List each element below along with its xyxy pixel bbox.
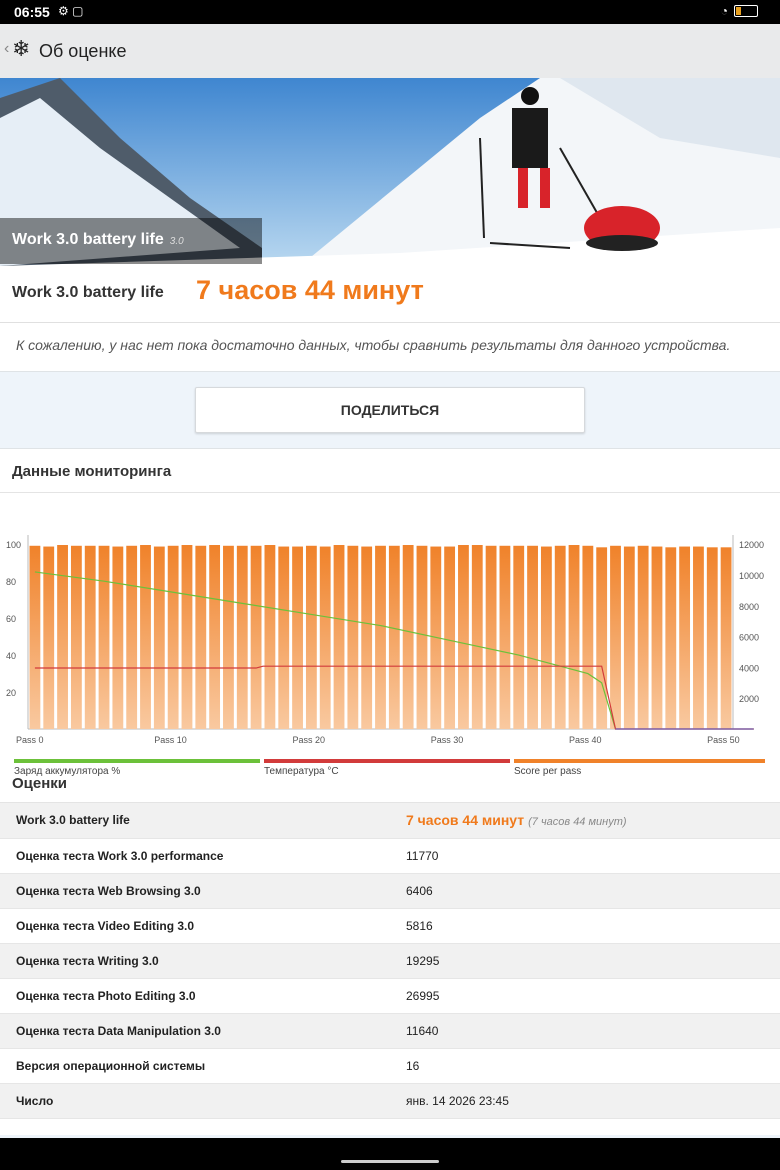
back-chevron-icon[interactable]: ‹: [4, 40, 10, 57]
score-name: Число: [0, 1083, 393, 1118]
y-left-tick-label: 40: [6, 651, 17, 662]
hero-caption-version: 3.0: [169, 236, 184, 247]
score-bar: [652, 547, 663, 729]
score-bar: [707, 547, 718, 729]
score-value-cell: [393, 803, 780, 838]
wifi-icon: ◔: [720, 4, 728, 18]
score-bar: [251, 546, 262, 729]
score-bar: [30, 546, 41, 729]
score-name: Оценка теста Work 3.0 performance: [0, 838, 393, 873]
score-value-cell: [393, 978, 780, 1013]
score-value: 26995: [406, 988, 440, 1003]
score-bar: [223, 546, 234, 729]
y-right-tick-label: 6000: [739, 632, 760, 643]
table-row: [0, 1048, 780, 1083]
score-bar: [582, 546, 593, 729]
score-bar: [417, 546, 428, 729]
navigation-bar: [0, 1138, 780, 1170]
score-bar: [624, 547, 635, 729]
battery-level: 18: [741, 6, 751, 15]
legend-score: [514, 759, 765, 779]
score-bar: [375, 546, 386, 729]
table-row: [0, 873, 780, 908]
status-time: 06:55: [14, 4, 50, 20]
y-right-tick-label: 2000: [739, 694, 760, 705]
score-bar: [334, 545, 345, 729]
score-bar: [292, 547, 303, 729]
legend-score-swatch: [514, 759, 765, 763]
score-bar: [500, 546, 511, 729]
legend-score-label: Score per pass: [514, 766, 582, 777]
y-right-tick-label: 8000: [739, 601, 760, 612]
y-right-tick-label: 12000: [739, 540, 765, 551]
legend-battery-swatch: [14, 759, 260, 763]
hero-banner: [0, 78, 780, 266]
score-bar: [444, 547, 455, 729]
home-gesture-bar[interactable]: [341, 1160, 439, 1163]
score-value-cell: [393, 838, 780, 873]
score-value-cell: [393, 1048, 780, 1083]
score-name: Оценка теста Writing 3.0: [0, 943, 393, 978]
score-value: 6406: [406, 883, 433, 898]
app-screen: [0, 24, 780, 1138]
score-value: 11770: [406, 848, 439, 863]
score-bar: [99, 546, 110, 729]
score-bar: [85, 546, 96, 729]
score-value: 16: [406, 1058, 420, 1073]
score-value: 11640: [406, 1023, 439, 1038]
monitoring-section: [0, 448, 780, 1135]
snowflake-logo-icon[interactable]: ❄: [12, 36, 31, 61]
monitoring-title: Данные мониторинга: [12, 463, 172, 480]
battery-icon: [734, 5, 758, 17]
score-value-cell: [393, 1083, 780, 1118]
score-name: Оценка теста Web Browsing 3.0: [0, 873, 393, 908]
score-bar: [555, 546, 566, 729]
result-value: 7 часов 44 минут: [196, 275, 424, 305]
score-bar: [596, 547, 607, 729]
x-tick-label: Pass 20: [292, 735, 326, 745]
score-name: Оценка теста Video Editing 3.0: [0, 908, 393, 943]
score-bar: [569, 545, 580, 729]
score-bar: [57, 545, 68, 729]
score-bar: [403, 545, 414, 729]
score-bar: [154, 547, 165, 729]
score-value: 19295: [406, 953, 440, 968]
y-right-tick-label: 4000: [739, 663, 760, 674]
table-row: [0, 803, 780, 838]
score-name: Оценка теста Data Manipulation 3.0: [0, 1013, 393, 1048]
score-bar: [486, 546, 497, 729]
page-title: Об оценке: [39, 41, 127, 61]
x-tick-label: Pass 10: [154, 735, 187, 745]
score-bar: [389, 546, 400, 729]
y-left-tick-label: 80: [6, 577, 17, 588]
score-bar: [721, 547, 732, 729]
comparison-note: [0, 323, 780, 372]
score-bar: [320, 547, 331, 729]
status-bar: [0, 0, 780, 24]
score-bar: [527, 546, 538, 729]
legend-temperature: [264, 759, 510, 779]
score-bar: [541, 547, 552, 729]
score-bar: [458, 545, 469, 729]
scores-title: Оценки: [12, 775, 68, 792]
scores-table: [0, 803, 780, 1119]
x-tick-label: Pass 40: [568, 735, 602, 745]
y-left-tick-label: 100: [6, 540, 22, 551]
table-row: [0, 943, 780, 978]
score-bar: [237, 546, 248, 729]
score-bar: [278, 547, 289, 729]
legend-temperature-label: Температура °C: [264, 766, 339, 777]
y-left-tick-label: 20: [6, 688, 17, 699]
score-name: Оценка теста Photo Editing 3.0: [0, 978, 393, 1013]
score-bar: [610, 546, 621, 729]
status-right-icons: [721, 4, 758, 18]
table-row: [0, 1013, 780, 1048]
score-value-cell: [393, 1013, 780, 1048]
score-bar: [140, 545, 151, 729]
x-tick-label: Pass 50: [707, 735, 740, 745]
score-bar: [126, 546, 137, 729]
score-bar: [112, 547, 123, 729]
monitoring-chart: [0, 515, 780, 751]
hero-caption-title: Work 3.0 battery life 3.0: [12, 231, 184, 248]
score-bar: [472, 545, 483, 729]
score-bar: [693, 547, 704, 729]
score-value-cell: [393, 908, 780, 943]
table-row: [0, 1083, 780, 1118]
score-bar: [513, 546, 524, 729]
score-bar: [265, 545, 276, 729]
score-bar: [638, 546, 649, 729]
legend-battery-label: Заряд аккумулятора %: [14, 766, 121, 777]
score-value: янв. 14 2026 23:45: [406, 1093, 509, 1108]
table-row: [0, 978, 780, 1013]
score-bar: [195, 546, 206, 729]
y-left-tick-label: 60: [6, 614, 17, 625]
result-row: [0, 266, 780, 323]
score-bar: [71, 546, 82, 729]
score-name: Версия операционной системы: [0, 1048, 393, 1083]
comparison-note-text: К сожалению, у нас нет пока достаточно данных, чтобы сравнить результаты для данного устройства.: [16, 337, 731, 353]
score-extra: (7 часов 44 минут): [528, 816, 627, 829]
legend-temperature-swatch: [264, 759, 510, 763]
result-label: Work 3.0 battery life: [12, 284, 164, 301]
table-row: [0, 908, 780, 943]
score-value: 7 часов 44 минут: [406, 812, 525, 829]
score-bar: [347, 546, 358, 729]
score-value-cell: [393, 873, 780, 908]
score-bar: [679, 547, 690, 729]
score-value-cell: [393, 943, 780, 978]
score-bar: [168, 546, 179, 729]
toolbar: [0, 24, 780, 79]
score-bar: [306, 546, 317, 729]
score-bar: [361, 547, 372, 729]
share-button[interactable]: ПОДЕЛИТЬСЯ: [195, 387, 585, 433]
status-settings-icon: ⚙ ▢: [58, 4, 84, 18]
hero-caption: [0, 218, 262, 264]
chart-svg: [0, 515, 780, 751]
x-tick-label: Pass 30: [430, 735, 464, 745]
score-bar: [209, 545, 220, 729]
score-bar: [182, 545, 193, 729]
y-right-tick-label: 10000: [739, 571, 765, 582]
score-value: 5816: [406, 918, 433, 933]
score-bar: [665, 547, 676, 729]
x-tick-label: Pass 0: [16, 735, 44, 745]
score-name: Work 3.0 battery life: [0, 803, 393, 838]
table-row: [0, 838, 780, 873]
